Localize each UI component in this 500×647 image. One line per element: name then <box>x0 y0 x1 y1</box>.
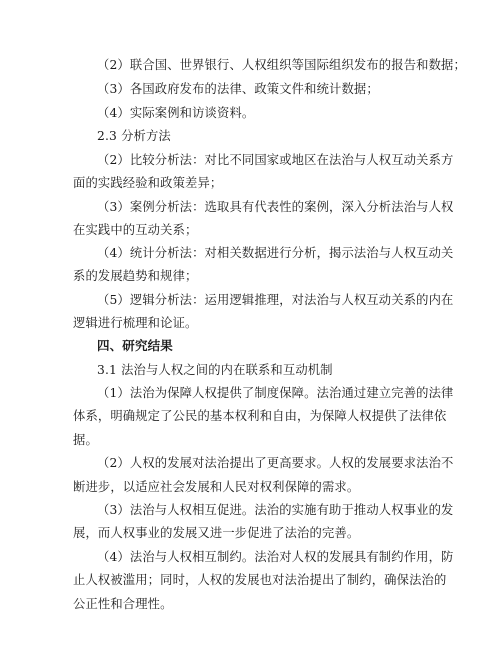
paragraph-line: 止人权被滥用；同时，人权的发展也对法治提出了制约，确保法治的 <box>73 573 447 587</box>
paragraph-line: （3）各国政府发布的法律、政策文件和统计数据； <box>97 82 379 96</box>
paragraph-line: （2）联合国、世界银行、人权组织等国际组织发布的报告和数据； <box>97 58 466 72</box>
paragraph-line: 据。 <box>73 433 98 447</box>
paragraph-line: （1）法治为保障人权提供了制度保障。法治通过建立完善的法律 <box>97 386 454 400</box>
paragraph-line: （3）案例分析法：选取具有代表性的案例，深入分析法治与人权 <box>97 200 454 214</box>
paragraph-line: （4）统计分析法：对相关数据进行分析，揭示法治与人权互动关 <box>97 246 454 260</box>
paragraph-line: 展，而人权事业的发展又进一步促进了法治的完善。 <box>73 526 360 540</box>
paragraph-line: （3）法治与人权相互促进。法治的实施有助于推动人权事业的发 <box>97 503 454 517</box>
paragraph-line: 在实践中的互动关系； <box>73 223 198 237</box>
paragraph-line: 公正性和合理性。 <box>73 597 173 611</box>
section-heading: 3.1 法治与人权之间的内在联系和互动机制 <box>97 363 333 377</box>
paragraph-line: （5）逻辑分析法：运用逻辑推理，对法治与人权互动关系的内在 <box>97 293 454 307</box>
paragraph-line: 断进步，以适应社会发展和人民对权利保障的需求。 <box>73 480 360 494</box>
section-heading: 2.3 分析方法 <box>97 129 171 143</box>
paragraph-line: （4）法治与人权相互制约。法治对人权的发展具有制约作用，防 <box>97 550 454 564</box>
paragraph-line: 系的发展趋势和规律； <box>73 269 198 283</box>
paragraph-line: （2）比较分析法：对比不同国家或地区在法治与人权互动关系方 <box>97 153 454 167</box>
chapter-heading: 四、研究结果 <box>97 338 173 353</box>
paragraph-line: 体系，明确规定了公民的基本权利和自由，为保障人权提供了法律依 <box>73 409 447 423</box>
paragraph-line: （2）人权的发展对法治提出了更高要求。人权的发展要求法治不 <box>97 456 454 470</box>
paragraph-line: （4）实际案例和访谈资料。 <box>97 106 255 120</box>
paragraph-line: 面的实践经验和政策差异； <box>73 176 223 190</box>
paragraph-line: 逻辑进行梳理和论证。 <box>73 316 198 330</box>
